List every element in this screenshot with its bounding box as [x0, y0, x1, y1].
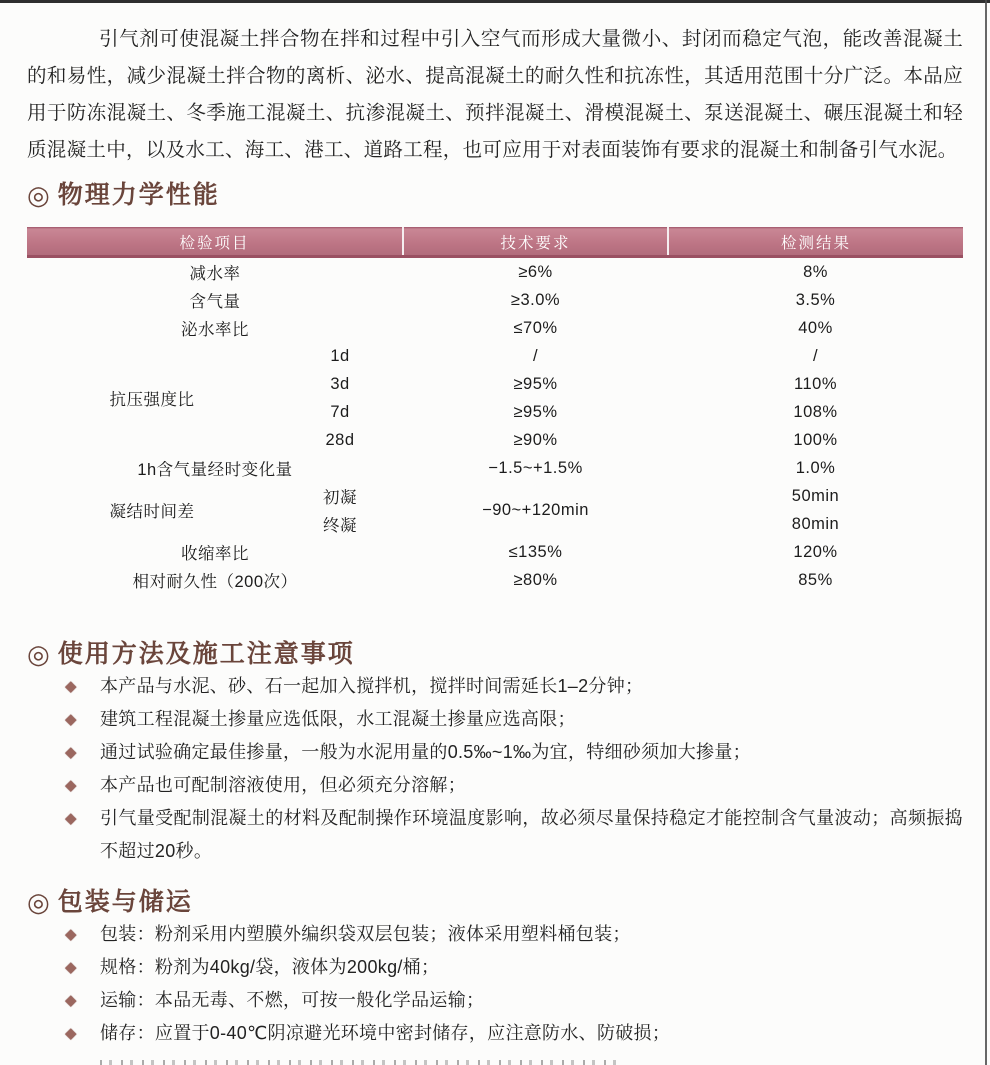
list-item-text: 本产品也可配制溶液使用，但必须充分溶解；: [100, 775, 466, 795]
cell-result: /: [812, 346, 819, 365]
section-title: 物理力学性能: [57, 181, 220, 209]
cell-requirement: /: [532, 346, 539, 365]
list-item: [27, 736, 963, 769]
list-item-text: 规格：粉剂为40kg/袋，液体为200kg/桶；: [100, 957, 440, 977]
list-item-text: 储存：应置于0-40℃阴凉避光环境中密封储存，应注意防水、防破损；: [100, 1023, 671, 1043]
table-row: [27, 286, 963, 314]
cell-requirement: ≥80%: [513, 570, 558, 589]
cell-result: 8%: [803, 262, 828, 281]
cell-subitem: 初凝: [323, 489, 357, 507]
cell-result: 3.5%: [795, 290, 836, 309]
list-item: [27, 769, 963, 802]
cell-item: 减水率: [189, 265, 241, 283]
scan-top-edge-artifact: [0, 0, 990, 3]
cell-subitem: 终凝: [323, 517, 357, 535]
intro-paragraph: 引气剂可使混凝土拌合物在拌和过程中引入空气而形成大量微小、封闭而稳定气泡，能改善混凝土的和易性，减少混凝土拌合物的离析、泌水、提高混凝土的耐久性和抗冻性，其适用范围十分广泛。本品应用于防冻混凝土、冬季施工混凝土、抗渗混凝土、预拌混凝土、滑模混凝土、泵送混凝土、碾压混凝土和轻质混凝土中，以及水工、海工、港工、道路工程，也可应用于对表面装饰有要求的混凝土和制备引气水泥。: [27, 28, 963, 161]
cell-requirement: ≤70%: [513, 318, 558, 337]
diamond-bullet-icon: ◆: [65, 711, 77, 728]
list-item: [27, 951, 963, 984]
table-row: [27, 314, 963, 342]
packaging-notes-list: [27, 918, 963, 1050]
diamond-bullet-icon: ◆: [65, 959, 77, 976]
table-row: [27, 482, 963, 510]
diamond-bullet-icon: ◆: [65, 1025, 77, 1042]
cell-result: 108%: [793, 402, 838, 421]
cell-item-group: 凝结时间差: [109, 503, 195, 521]
diamond-bullet-icon: ◆: [65, 926, 77, 943]
scan-right-edge-artifact: [985, 0, 987, 1065]
list-item-text: 本产品与水泥、砂、石一起加入搅拌机，搅拌时间需延长1–2分钟；: [100, 676, 644, 696]
diamond-bullet-icon: ◆: [65, 777, 77, 794]
section-title: 使用方法及施工注意事项: [57, 640, 355, 668]
cell-subitem: 7d: [330, 402, 350, 421]
cell-requirement: −1.5~+1.5%: [488, 458, 583, 477]
list-item: [27, 802, 963, 868]
list-item: [27, 918, 963, 951]
table-row: [27, 342, 963, 370]
table-row: [27, 566, 963, 594]
double-circle-icon: ◎: [27, 887, 50, 917]
cell-item: 相对耐久性（200次）: [132, 573, 298, 591]
cell-result: 120%: [793, 542, 838, 561]
table-row: [27, 257, 963, 287]
double-circle-icon: ◎: [27, 180, 50, 210]
table-row: [27, 454, 963, 482]
list-item-text: 通过试验确定最佳掺量，一般为水泥用量的0.5‰~1‰为宜，特细砂须加大掺量；: [100, 742, 751, 762]
header-cell-item: 检验项目: [27, 228, 403, 257]
list-item: [27, 1017, 963, 1050]
cutoff-text-remnant: [100, 1060, 625, 1065]
double-circle-icon: ◎: [27, 639, 50, 669]
cell-item: 含气量: [189, 293, 241, 311]
diamond-bullet-icon: ◆: [65, 678, 77, 695]
cell-result: 80min: [791, 514, 840, 533]
diamond-bullet-icon: ◆: [65, 744, 77, 761]
cell-result: 85%: [798, 570, 833, 589]
page-content: [0, 21, 990, 1050]
cell-result: 1.0%: [795, 458, 836, 477]
cell-item-group: 抗压强度比: [109, 391, 195, 409]
header-cell-result: 检测结果: [668, 228, 963, 257]
diamond-bullet-icon: ◆: [65, 810, 77, 827]
diamond-bullet-icon: ◆: [65, 992, 77, 1009]
list-item-text: 包装：粉剂采用内塑膜外编织袋双层包装；液体采用塑料桶包装；: [100, 924, 631, 944]
section-title: 包装与储运: [57, 888, 193, 916]
section-heading-physical-properties: [27, 179, 963, 211]
section-heading-packaging: [27, 886, 963, 918]
table-row: [27, 538, 963, 566]
cell-requirement: ≥90%: [513, 430, 558, 449]
header-cell-requirement: 技术要求: [403, 228, 668, 257]
list-item-text: 引气量受配制混凝土的材料及配制操作环境温度影响，故必须尽量保持稳定才能控制含气量波动；高频振捣不超过20秒。: [100, 808, 963, 861]
list-item: [27, 670, 963, 703]
section-heading-usage-notes: [27, 638, 963, 670]
list-item-text: 运输：本品无毒、不燃，可按一般化学品运输；: [100, 990, 485, 1010]
cell-requirement: −90~+120min: [482, 500, 589, 519]
cell-subitem: 1d: [330, 346, 350, 365]
list-item-text: 建筑工程混凝土掺量应选低限，水工混凝土掺量应选高限；: [100, 709, 576, 729]
cell-subitem: 3d: [330, 374, 350, 393]
cell-requirement: ≥95%: [513, 374, 558, 393]
cell-requirement: ≥3.0%: [510, 290, 561, 309]
table-header-row: [27, 228, 963, 257]
cell-requirement: ≥95%: [513, 402, 558, 421]
cell-requirement: ≥6%: [518, 262, 553, 281]
cell-item: 泌水率比: [181, 321, 249, 339]
cell-result: 40%: [798, 318, 833, 337]
list-item: [27, 984, 963, 1017]
cell-subitem: 28d: [325, 430, 355, 449]
cell-item: 收缩率比: [181, 545, 249, 563]
usage-notes-list: [27, 670, 963, 868]
cell-item: 1h含气量经时变化量: [137, 461, 293, 479]
cell-result: 50min: [791, 486, 840, 505]
cell-result: 110%: [794, 374, 837, 393]
cell-result: 100%: [793, 430, 838, 449]
cell-requirement: ≤135%: [508, 542, 563, 561]
list-item: [27, 703, 963, 736]
physical-properties-table: [27, 227, 963, 594]
